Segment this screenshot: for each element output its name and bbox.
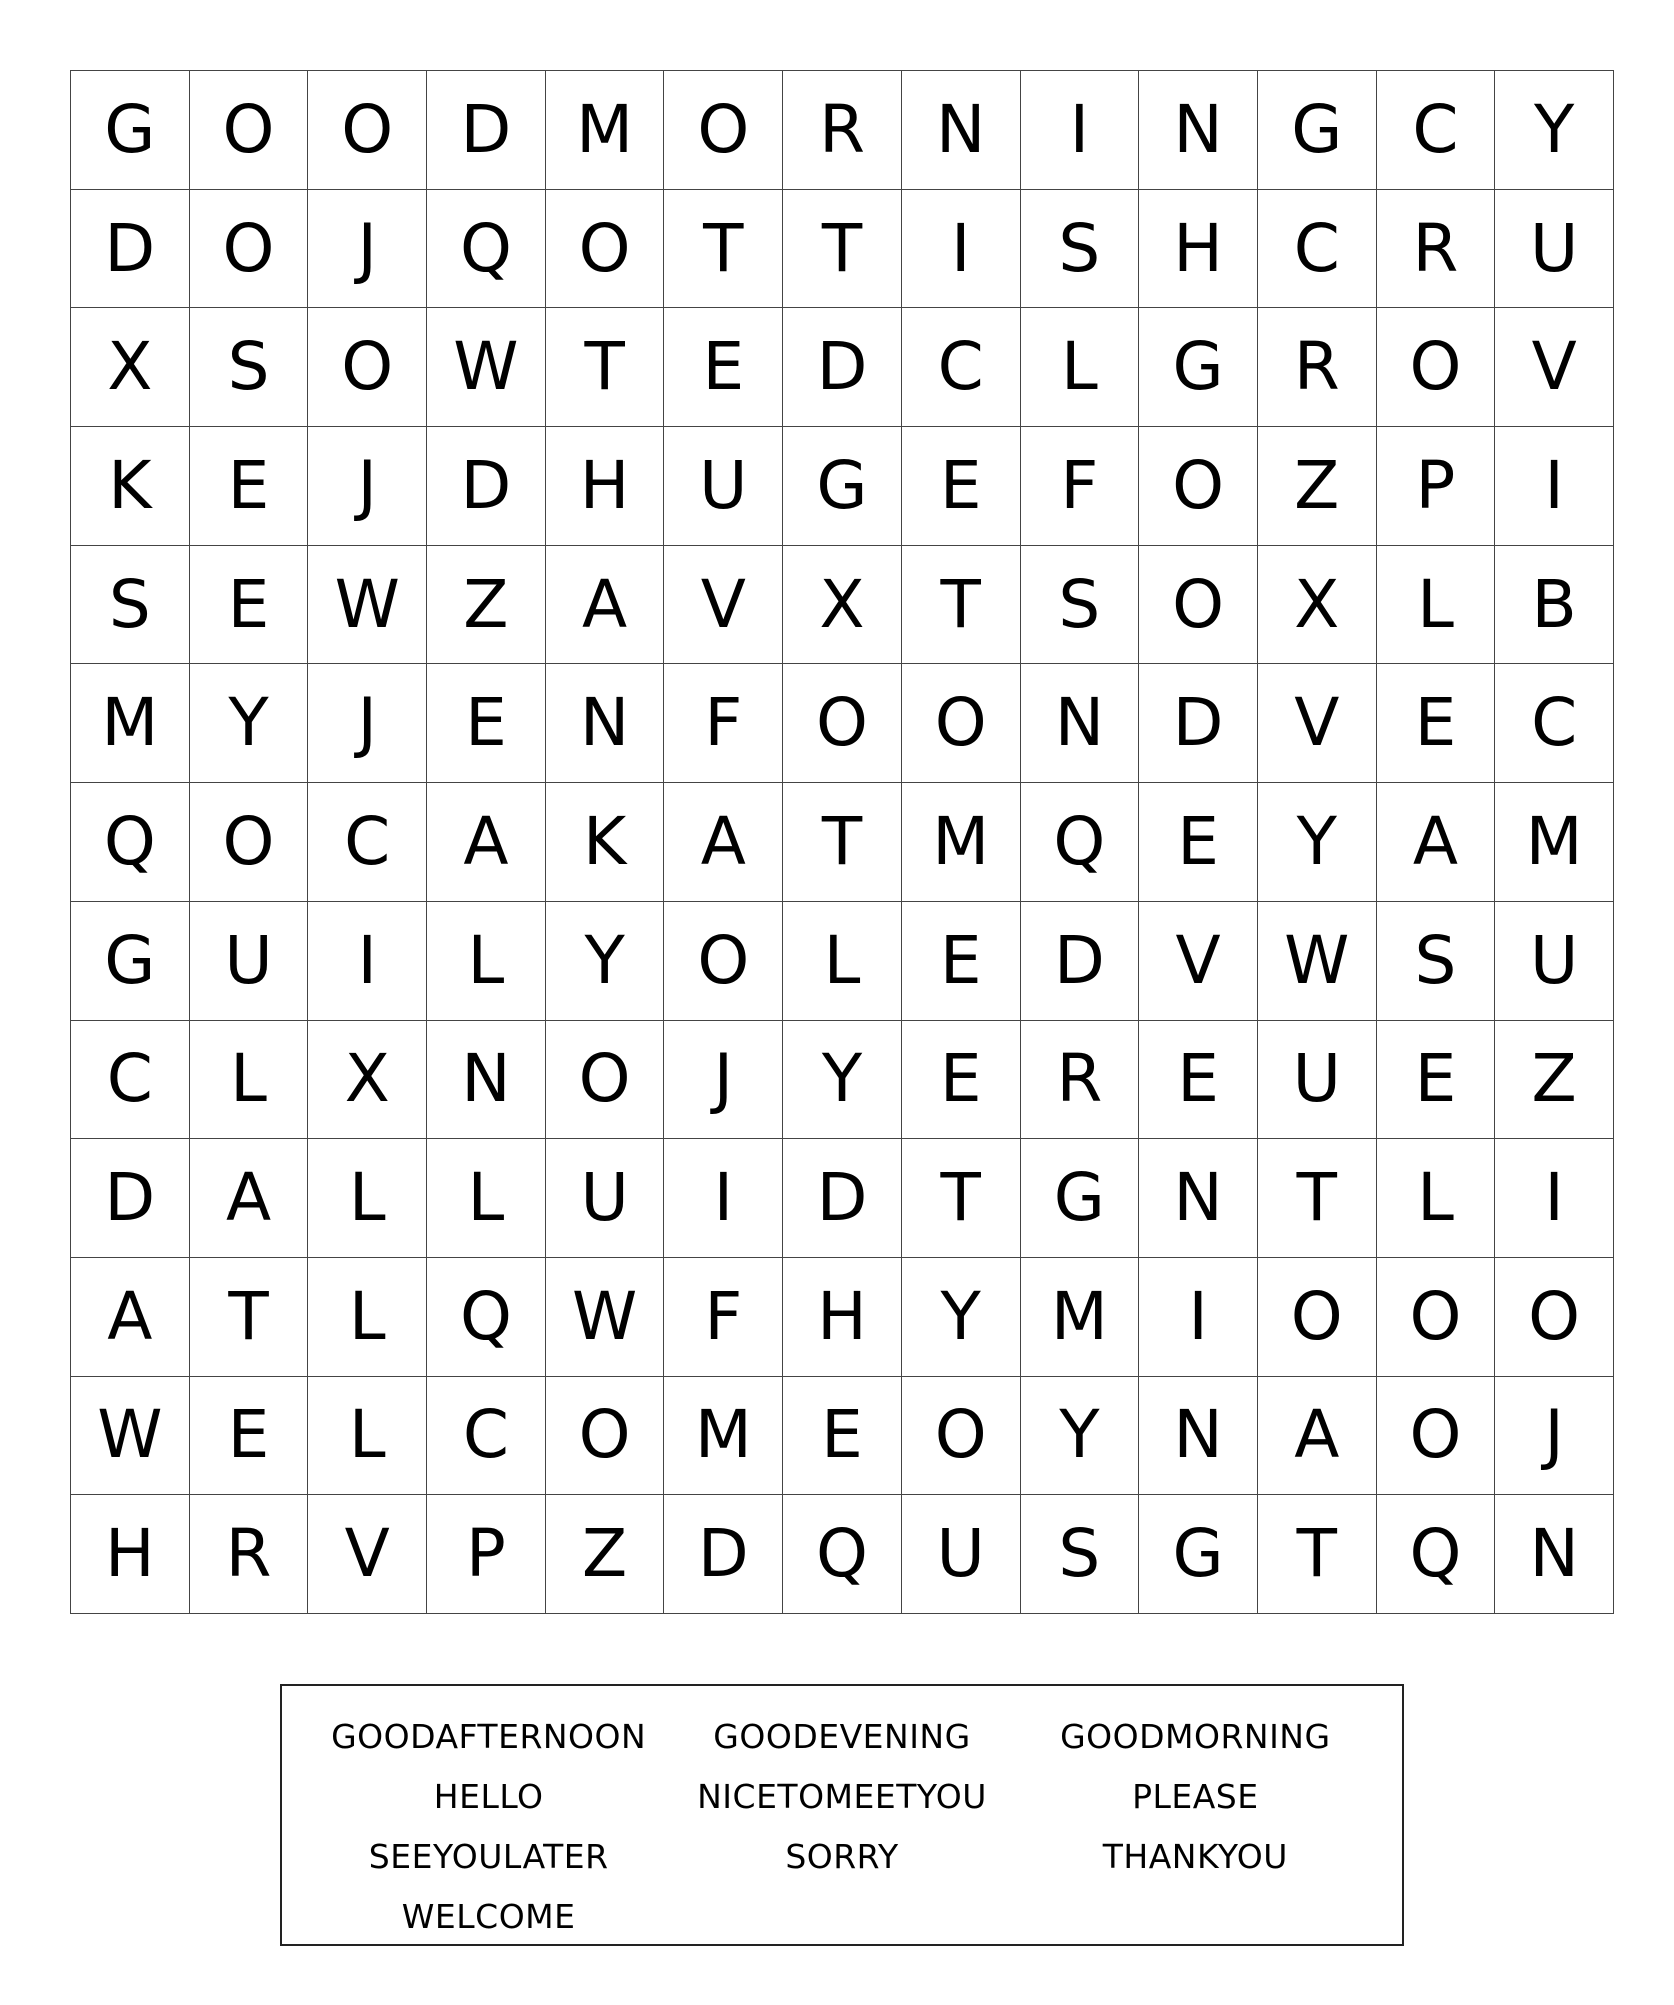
grid-cell[interactable]: E xyxy=(1377,664,1496,783)
grid-cell[interactable]: M xyxy=(902,783,1021,902)
grid-cell[interactable]: N xyxy=(1495,1495,1614,1614)
grid-cell[interactable]: O xyxy=(190,190,309,309)
grid-cell[interactable]: R xyxy=(1377,190,1496,309)
grid-cell[interactable]: D xyxy=(783,1139,902,1258)
grid-cell[interactable]: J xyxy=(1495,1377,1614,1496)
grid-cell[interactable]: D xyxy=(664,1495,783,1614)
grid-cell[interactable]: G xyxy=(1139,308,1258,427)
grid-cell[interactable]: M xyxy=(1495,783,1614,902)
grid-cell[interactable]: N xyxy=(1021,664,1140,783)
grid-cell[interactable]: G xyxy=(1021,1139,1140,1258)
word-list-item: PLEASE xyxy=(1132,1776,1259,1816)
grid-cell[interactable]: N xyxy=(546,664,665,783)
grid-cell[interactable]: K xyxy=(546,783,665,902)
grid-cell[interactable]: S xyxy=(71,546,190,665)
grid-cell[interactable]: X xyxy=(1258,546,1377,665)
grid-cell[interactable]: R xyxy=(1021,1021,1140,1140)
grid-cell[interactable]: D xyxy=(427,427,546,546)
grid-cell[interactable]: T xyxy=(546,308,665,427)
grid-cell[interactable]: S xyxy=(1021,1495,1140,1614)
grid-cell[interactable]: X xyxy=(308,1021,427,1140)
grid-cell[interactable]: W xyxy=(546,1258,665,1377)
grid-cell[interactable]: O xyxy=(1495,1258,1614,1377)
grid-cell[interactable]: U xyxy=(902,1495,1021,1614)
word-list-item: HELLO xyxy=(433,1776,544,1816)
grid-cell[interactable]: Z xyxy=(1495,1021,1614,1140)
grid-cell[interactable]: E xyxy=(664,308,783,427)
grid-cell[interactable]: A xyxy=(546,546,665,665)
grid-cell[interactable]: L xyxy=(190,1021,309,1140)
grid-cell[interactable]: N xyxy=(1139,1377,1258,1496)
grid-cell[interactable]: Q xyxy=(427,1258,546,1377)
grid-cell[interactable]: O xyxy=(1377,308,1496,427)
word-list-item: GOODMORNING xyxy=(1060,1716,1331,1756)
grid-cell[interactable]: O xyxy=(902,1377,1021,1496)
grid-cell[interactable]: Q xyxy=(71,783,190,902)
grid-cell[interactable]: G xyxy=(71,902,190,1021)
grid-cell[interactable]: O xyxy=(546,1021,665,1140)
grid-cell[interactable]: W xyxy=(427,308,546,427)
grid-cell[interactable]: C xyxy=(308,783,427,902)
grid-cell[interactable]: O xyxy=(1139,427,1258,546)
grid-cell[interactable]: T xyxy=(902,1139,1021,1258)
grid-cell[interactable]: T xyxy=(664,190,783,309)
grid-cell[interactable]: I xyxy=(1021,71,1140,190)
grid-cell[interactable]: L xyxy=(1377,546,1496,665)
grid-cell[interactable]: F xyxy=(664,664,783,783)
grid-cell[interactable]: S xyxy=(1021,190,1140,309)
word-list xyxy=(312,1706,1372,1946)
grid-cell[interactable]: O xyxy=(1258,1258,1377,1377)
grid-cell[interactable]: D xyxy=(1021,902,1140,1021)
grid-cell[interactable]: W xyxy=(71,1377,190,1496)
grid-cell[interactable]: N xyxy=(1139,71,1258,190)
grid-cell[interactable]: L xyxy=(427,1139,546,1258)
grid-cell[interactable]: O xyxy=(1377,1377,1496,1496)
word-list-item: GOODEVENING xyxy=(713,1716,971,1756)
grid-cell[interactable]: O xyxy=(190,783,309,902)
grid-cell[interactable]: S xyxy=(1377,902,1496,1021)
grid-cell[interactable]: N xyxy=(902,71,1021,190)
grid-cell[interactable]: L xyxy=(308,1139,427,1258)
grid-cell[interactable]: H xyxy=(783,1258,902,1377)
grid-cell[interactable]: J xyxy=(308,427,427,546)
grid-cell[interactable]: N xyxy=(427,1021,546,1140)
letter-grid xyxy=(70,70,1614,1614)
grid-cell[interactable]: T xyxy=(783,190,902,309)
grid-cell[interactable]: E xyxy=(1139,783,1258,902)
grid-cell[interactable]: N xyxy=(1139,1139,1258,1258)
grid-cell[interactable]: T xyxy=(1258,1495,1377,1614)
grid-cell[interactable]: Z xyxy=(427,546,546,665)
grid-cell[interactable]: E xyxy=(427,664,546,783)
grid-cell[interactable]: J xyxy=(308,190,427,309)
word-list-item: SORRY xyxy=(785,1836,899,1876)
grid-cell[interactable]: V xyxy=(1139,902,1258,1021)
grid-cell[interactable]: A xyxy=(664,783,783,902)
grid-cell[interactable]: Z xyxy=(546,1495,665,1614)
grid-cell[interactable]: Q xyxy=(783,1495,902,1614)
word-list-box xyxy=(280,1684,1404,1946)
grid-cell[interactable]: I xyxy=(1495,427,1614,546)
grid-cell[interactable]: J xyxy=(664,1021,783,1140)
grid-cell[interactable]: R xyxy=(1258,308,1377,427)
grid-cell[interactable]: D xyxy=(783,308,902,427)
grid-cell[interactable]: T xyxy=(783,783,902,902)
grid-cell[interactable]: L xyxy=(1377,1139,1496,1258)
grid-cell[interactable]: O xyxy=(902,664,1021,783)
grid-cell[interactable]: B xyxy=(1495,546,1614,665)
grid-cell[interactable]: G xyxy=(1258,71,1377,190)
grid-cell[interactable]: I xyxy=(902,190,1021,309)
grid-cell[interactable]: I xyxy=(1495,1139,1614,1258)
grid-cell[interactable]: E xyxy=(1139,1021,1258,1140)
grid-cell[interactable]: F xyxy=(1021,427,1140,546)
word-list-item: NICETOMEETYOU xyxy=(697,1776,987,1816)
grid-cell[interactable]: C xyxy=(71,1021,190,1140)
grid-cell[interactable]: Y xyxy=(783,1021,902,1140)
grid-cell[interactable]: V xyxy=(1258,664,1377,783)
grid-cell[interactable]: E xyxy=(1377,1021,1496,1140)
grid-cell[interactable]: C xyxy=(1377,71,1496,190)
grid-cell[interactable]: O xyxy=(664,71,783,190)
grid-cell[interactable]: E xyxy=(190,1377,309,1496)
grid-cell[interactable]: O xyxy=(546,190,665,309)
grid-cell[interactable]: E xyxy=(783,1377,902,1496)
grid-cell[interactable]: D xyxy=(71,190,190,309)
grid-cell[interactable]: C xyxy=(1258,190,1377,309)
grid-cell[interactable]: H xyxy=(1139,190,1258,309)
grid-cell[interactable]: Y xyxy=(546,902,665,1021)
grid-cell[interactable]: G xyxy=(1139,1495,1258,1614)
grid-cell[interactable]: Z xyxy=(1258,427,1377,546)
grid-cell[interactable]: M xyxy=(1021,1258,1140,1377)
grid-cell[interactable]: S xyxy=(1021,546,1140,665)
grid-cell[interactable]: P xyxy=(1377,427,1496,546)
grid-cell[interactable]: F xyxy=(664,1258,783,1377)
grid-cell[interactable]: R xyxy=(783,71,902,190)
word-list-item: GOODAFTERNOON xyxy=(331,1716,647,1756)
grid-cell[interactable]: H xyxy=(71,1495,190,1614)
grid-cell[interactable]: O xyxy=(546,1377,665,1496)
grid-cell[interactable]: A xyxy=(1258,1377,1377,1496)
grid-cell[interactable]: O xyxy=(308,308,427,427)
grid-cell[interactable]: T xyxy=(190,1258,309,1377)
grid-cell[interactable]: U xyxy=(190,902,309,1021)
grid-cell[interactable]: T xyxy=(1258,1139,1377,1258)
grid-cell[interactable]: X xyxy=(71,308,190,427)
grid-cell[interactable]: O xyxy=(1139,546,1258,665)
grid-cell[interactable]: M xyxy=(664,1377,783,1496)
grid-cell[interactable]: O xyxy=(664,902,783,1021)
grid-cell[interactable]: D xyxy=(427,71,546,190)
grid-cell[interactable]: Y xyxy=(1258,783,1377,902)
grid-cell[interactable]: L xyxy=(308,1258,427,1377)
grid-cell[interactable]: S xyxy=(190,308,309,427)
word-list-item: SEEYOULATER xyxy=(368,1836,609,1876)
grid-cell[interactable]: U xyxy=(546,1139,665,1258)
grid-cell[interactable]: W xyxy=(1258,902,1377,1021)
grid-cell[interactable]: Y xyxy=(1495,71,1614,190)
grid-cell[interactable]: E xyxy=(190,546,309,665)
grid-cell[interactable]: V xyxy=(664,546,783,665)
grid-cell[interactable]: P xyxy=(427,1495,546,1614)
grid-cell[interactable]: M xyxy=(71,664,190,783)
grid-cell[interactable]: C xyxy=(427,1377,546,1496)
grid-cell[interactable]: Y xyxy=(190,664,309,783)
grid-cell[interactable]: R xyxy=(190,1495,309,1614)
grid-cell[interactable]: Q xyxy=(1021,783,1140,902)
grid-cell[interactable]: G xyxy=(71,71,190,190)
grid-cell[interactable]: T xyxy=(902,546,1021,665)
grid-cell[interactable]: W xyxy=(308,546,427,665)
grid-cell[interactable]: D xyxy=(71,1139,190,1258)
grid-cell[interactable]: U xyxy=(664,427,783,546)
grid-cell[interactable]: A xyxy=(71,1258,190,1377)
grid-cell[interactable]: G xyxy=(783,427,902,546)
grid-cell[interactable]: A xyxy=(190,1139,309,1258)
grid-cell[interactable]: V xyxy=(308,1495,427,1614)
grid-cell[interactable]: M xyxy=(546,71,665,190)
grid-cell[interactable]: L xyxy=(308,1377,427,1496)
grid-cell[interactable]: I xyxy=(664,1139,783,1258)
grid-cell[interactable]: U xyxy=(1258,1021,1377,1140)
grid-cell[interactable]: V xyxy=(1495,308,1614,427)
grid-cell[interactable]: O xyxy=(308,71,427,190)
grid-cell[interactable]: A xyxy=(427,783,546,902)
grid-cell[interactable]: Y xyxy=(1021,1377,1140,1496)
grid-cell[interactable]: U xyxy=(1495,902,1614,1021)
grid-cell[interactable]: Y xyxy=(902,1258,1021,1377)
grid-cell[interactable]: J xyxy=(308,664,427,783)
grid-cell[interactable]: Q xyxy=(427,190,546,309)
grid-cell[interactable]: I xyxy=(1139,1258,1258,1377)
grid-cell[interactable]: A xyxy=(1377,783,1496,902)
grid-cell[interactable]: L xyxy=(783,902,902,1021)
grid-cell[interactable]: O xyxy=(1377,1258,1496,1377)
grid-cell[interactable]: E xyxy=(190,427,309,546)
grid-cell[interactable]: H xyxy=(546,427,665,546)
grid-cell[interactable]: E xyxy=(902,1021,1021,1140)
grid-cell[interactable]: K xyxy=(71,427,190,546)
grid-cell[interactable]: L xyxy=(427,902,546,1021)
word-list-item: WELCOME xyxy=(401,1896,576,1936)
grid-cell[interactable]: Q xyxy=(1377,1495,1496,1614)
grid-cell[interactable]: O xyxy=(190,71,309,190)
grid-cell[interactable]: L xyxy=(1021,308,1140,427)
grid-cell[interactable]: C xyxy=(902,308,1021,427)
grid-cell[interactable]: E xyxy=(902,427,1021,546)
grid-cell[interactable]: O xyxy=(783,664,902,783)
grid-cell[interactable]: U xyxy=(1495,190,1614,309)
grid-cell[interactable]: E xyxy=(902,902,1021,1021)
grid-cell[interactable]: C xyxy=(1495,664,1614,783)
word-list-item: THANKYOU xyxy=(1102,1836,1288,1876)
grid-cell[interactable]: D xyxy=(1139,664,1258,783)
grid-cell[interactable]: I xyxy=(308,902,427,1021)
grid-cell[interactable]: X xyxy=(783,546,902,665)
